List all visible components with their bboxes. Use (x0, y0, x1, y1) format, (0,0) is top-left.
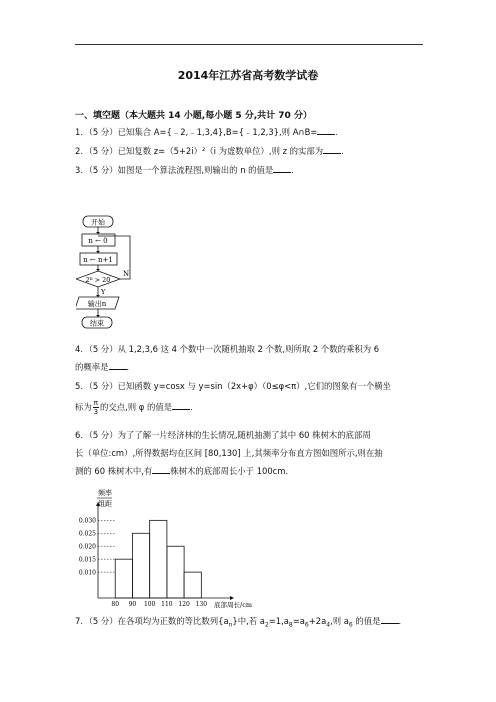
y-tick-label: 0.025 (78, 530, 96, 538)
x-tick-label: 100 (143, 601, 156, 608)
flow-init-label: n ← 0 (88, 237, 108, 245)
question-6 (75, 426, 425, 480)
answer-blank (172, 400, 190, 410)
histogram-bar (184, 572, 201, 598)
flowchart (76, 213, 156, 341)
chart-ylabel-bottom: 组距 (98, 500, 112, 508)
x-tick-label: 90 (128, 601, 137, 608)
question-4-text: 4．（5 分）从 1,2,3,6 这 4 个数中一次随机抽取 2 个数,则所取 2 个数的乘积为 6 (75, 344, 380, 354)
y-tick-label: 0.030 (78, 517, 96, 525)
question-1-text: 1．（5 分）已知集合 A={﹣2,﹣1,3,4},B={﹣1,2,3},则 A∩B= (75, 127, 318, 137)
answer-blank (109, 360, 127, 370)
answer-blank (152, 464, 170, 474)
question-2-end: ． (341, 146, 350, 156)
flow-output-label: 输出n (87, 300, 107, 308)
chart-ylabel-top: 频率 (98, 489, 112, 497)
y-tick-label: 0.015 (78, 556, 96, 564)
question-7-text: 7．（5 分）在各项均为正数的等比数列{a (75, 616, 229, 626)
question-3-end: ． (291, 165, 300, 175)
question-4-end: ． (126, 362, 135, 372)
question-4 (75, 340, 425, 376)
answer-blank (381, 614, 399, 624)
x-tick-label: 130 (195, 601, 208, 608)
flow-no-label: N (123, 270, 130, 278)
x-tick-label: 110 (161, 601, 173, 608)
chart-xlabel: 底部周长/cm (214, 601, 252, 609)
flow-yes-label: Y (101, 288, 106, 296)
answer-blank (323, 144, 341, 154)
header-rule (75, 44, 423, 45)
question-2-text: 2．（5 分）已知复数 z=（5+2i）²（i 为虚数单位）,则 z 的实部为 (75, 146, 324, 156)
question-5-text-3: 的交点,则 φ 的值是 (99, 402, 173, 412)
question-5 (75, 377, 425, 416)
flow-start-label: 开始 (91, 218, 105, 227)
question-4-text-2: 的概率是 (75, 362, 109, 372)
histogram-bar (150, 520, 167, 598)
question-2 (75, 142, 425, 160)
x-tick-label: 80 (111, 601, 120, 608)
question-6-text-4: 株树木的底部周长小于 100cm． (170, 466, 294, 476)
page-title: 2014年江苏省高考数学试卷 (177, 69, 319, 82)
question-7: 7．（5 分）在各项均为正数的等比数列$\{a_n\}$中,若 $a_2=1,a_8=a_6+2a_4$,则 $a_6$ 的值是 ． (75, 616, 407, 629)
answer-blank (273, 163, 291, 173)
flow-end-label: 结束 (90, 319, 104, 328)
y-tick-label: 0.010 (78, 569, 96, 577)
histogram-chart (72, 486, 272, 612)
flow-condition-label: $2^n > 20$ (85, 276, 111, 284)
question-5-text-2: 标为 (75, 402, 92, 412)
question-6-text-2: 长（单位:cm）,所得数据均在区间 [80,130] 上,其频率分布直方图如图所示,则在抽 (75, 448, 383, 458)
question-3 (75, 161, 425, 179)
flow-step-label: n ← n+1 (83, 256, 113, 264)
question-6-text-3: 测的 60 株树木中,有 (75, 466, 153, 476)
x-axis-arrow (230, 596, 234, 600)
question-5-text: 5．（5 分）已知函数 y=cosx 与 y=sin（2x+φ）（0≤φ<π）,它们的图象有一个横坐 (75, 381, 391, 391)
question-6-text: 6．（5 分）为了了解一片经济林的生长情况,随机抽测了其中 60 株树木的底部周 (75, 430, 371, 440)
y-tick-label: 0.020 (78, 543, 96, 551)
fraction-pi-over-3: $\frac{\pi}{3}$ (93, 399, 99, 416)
section-heading: 一、填空题（本大题共 14 小题,每小题 5 分,共计 70 分） (75, 111, 312, 121)
question-1-end: ． (335, 127, 344, 137)
question-3-text: 3．（5 分）如图是一个算法流程图,则输出的 n 的值是 (75, 165, 274, 175)
histogram-bar (167, 546, 184, 598)
question-1 (75, 123, 425, 141)
histogram-bar (132, 533, 149, 598)
question-5-end: ． (190, 402, 199, 412)
x-tick-label: 120 (178, 601, 190, 608)
answer-blank (317, 125, 335, 135)
histogram-bar (115, 559, 132, 598)
